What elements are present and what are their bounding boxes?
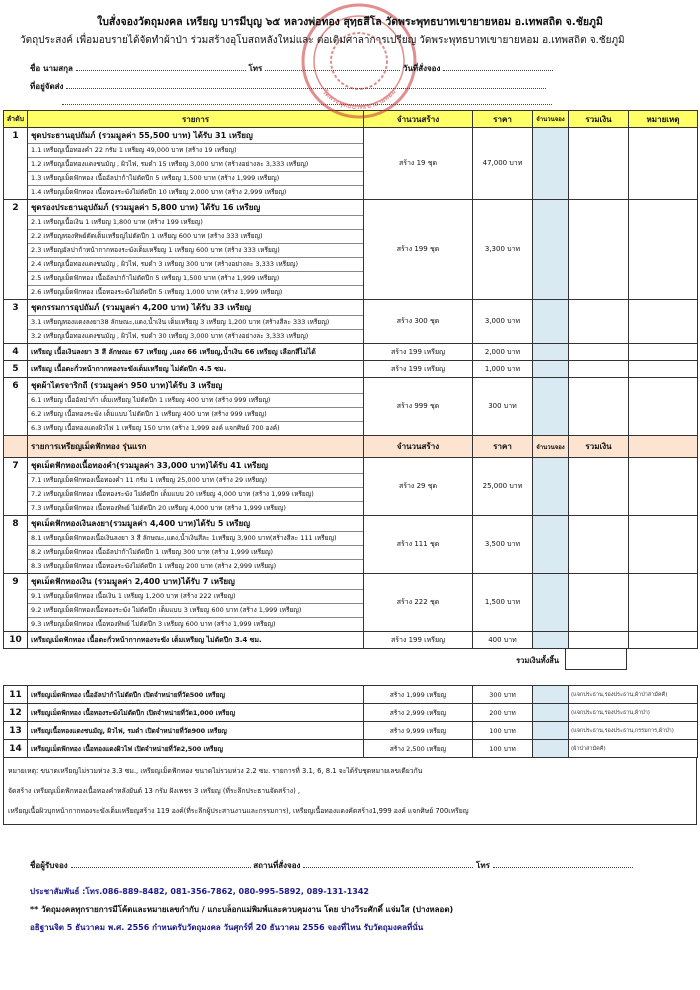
order-qty-field[interactable]	[533, 516, 569, 574]
row-total-field[interactable]	[569, 378, 629, 436]
sub-item: 2.3 เหรียญอัลปาก้าหน้ากากทองระฆังเต็มเหรียญ 1 เหรียญ 600 บาท (สร้าง 333 เหรียญ)	[28, 243, 363, 257]
extra-row	[4, 686, 698, 704]
sub-item: 6.3 เหรียญ เนื้อทองแดงผิวไฟ 1 เหรียญ 150 บาท (สร้าง 1,999 องค์ แจกศิษย์ 700 องค์)	[28, 421, 363, 435]
order-qty-field[interactable]	[533, 740, 569, 758]
item-note: (แจกประธาน,รองประธาน,ผ้าป่า)	[569, 704, 698, 722]
header-order: จำนวนจอง	[533, 111, 569, 128]
sub-item: 6.1 เหรียญ เนื้ออัลปาก้า เต็มเหรียญ ไม่ตัดปีก 1 เหรียญ 400 บาท (สร้าง 999 เหรียญ)	[28, 393, 363, 407]
table-row	[4, 516, 698, 574]
row-total-field[interactable]	[569, 200, 629, 300]
order-date-field[interactable]	[443, 63, 553, 71]
item-price: 47,000 บาท	[473, 128, 533, 200]
header-item: รายการ	[28, 111, 364, 128]
group-title: ชุดประธานอุปถัมภ์ (รวมมูลค่า 55,500 บาท) ได้รับ 31 เหรียญ	[31, 131, 253, 140]
row-total-field[interactable]	[569, 344, 629, 361]
phone-label: โทร	[248, 64, 263, 73]
document-header	[0, 0, 700, 110]
header-price: ราคา	[473, 111, 533, 128]
place-label: สถานที่สั่งจอง	[253, 861, 301, 870]
item-price: 3,000 บาท	[473, 300, 533, 344]
row-note-field[interactable]	[629, 574, 698, 632]
item-desc: เหรียญ เนื้อตะกั่วหน้ากากทองระฆังเต็มเหรียญ ไม่ตัดปีก 4.5 ซม.	[31, 365, 227, 373]
sub-item: 2.5 เหรียญเม็ดฟักทอง เนื้ออัลปาก้าไม่ตัดปีก 5 เหรียญ 1,500 บาท (สร้าง 1,999 เหรียญ)	[28, 271, 363, 285]
header-no: ลำดับ	[4, 111, 28, 128]
document-title: ใบสั่งจองวัตถุมงคล เหรียญ บารมีบุญ ๖๕ หลวงพ่อทอง สุทฺธสีโล วัดพระพุทธบาทเขายายหอม อ.เทพสถิต จ.ชัยภูมิ	[97, 16, 603, 28]
item-no: 4	[4, 344, 28, 361]
order-table	[3, 110, 698, 649]
table-row	[4, 200, 698, 300]
table-row	[4, 128, 698, 200]
item-price: 400 บาท	[473, 632, 533, 649]
sub-item: 1.1 เหรียญเนื้อทองคำ 22 กรัม 1 เหรียญ 49,000 บาท (สร้าง 19 เหรียญ)	[28, 143, 363, 157]
section-header-qty: จำนวนสร้าง	[364, 436, 473, 458]
item-no: 6	[4, 378, 28, 436]
item-qty: สร้าง 300 ชุด	[364, 300, 473, 344]
extra-row	[4, 722, 698, 740]
ceremony-date: อธิฐานจิต 5 ธันวาคม พ.ศ. 2556 กำหนดรับวัตถุมงคล วันศุกร์ที่ 20 ธันวาคม 2556 จองที่ไหน รับวัตถุมงคลที่นั่น	[30, 923, 424, 932]
sub-item: 2.2 เหรียญทองทิพย์ตัดเต็มเหรียญไม่ตัดปีก 1 เหรียญ 600 บาท (สร้าง 333 เหรียญ)	[28, 229, 363, 243]
table-row	[4, 632, 698, 649]
remark-line: เหรียญเนื้อผิวบุกหน้ากากทองระฆังเต็มเหรียญสร้าง 119 องค์(ที่ระลึกผู้ประสานงานและกรรมการ), เหรียญเนื้อทองแดงคัดสร้าง1,999 องค์ แจกศิษย์ 700เหรียญ	[8, 807, 469, 815]
item-note: (ผ้าป่าสามัคคี)	[569, 740, 698, 758]
item-note: (แจกประธาน,รองประธาน,กรรมการ,ผ้าป่า)	[569, 722, 698, 740]
table-row	[4, 574, 698, 632]
item-desc: เหรียญเม็ดฟักทอง เนื้อทองแดงผิวไฟ เปิดจำหน่ายที่วัด2,500 เหรียญ	[28, 740, 364, 758]
sub-item: 3.2 เหรียญเนื้อทองแดงชนมัญ , ผิวไฟ, รมดำ 30 เหรียญ 3,000 บาท (สร้างอย่างละ 3,333 เหรียญ)	[28, 329, 363, 343]
item-desc: เหรียญ เนื้อเงินลงยา 3 สี ลักษณะ 67 เหรียญ ,แดง 66 เหรียญ,น้ำเงิน 66 เหรียญ เลือกสีไม่ได้	[31, 348, 316, 356]
name-label: ชื่อ นามสกุล	[30, 64, 73, 73]
row-total-field[interactable]	[569, 632, 629, 649]
item-description-cell	[28, 574, 364, 632]
item-price: 25,000 บาท	[473, 458, 533, 516]
remark-line: จัดสร้าง เหรียญเม็ดฟักทองเนื้อทองคำหลังยันต์ 13 กรัม ฝังเพชร 3 เหรียญ (ที่ระลึกประธานจัดสร้าง) ,	[8, 787, 301, 795]
order-qty-field[interactable]	[533, 128, 569, 200]
row-total-field[interactable]	[569, 361, 629, 378]
row-total-field[interactable]	[569, 128, 629, 200]
item-price: 300 บาท	[473, 378, 533, 436]
item-qty: สร้าง 111 ชุด	[364, 516, 473, 574]
item-no: 3	[4, 300, 28, 344]
item-qty: สร้าง 222 ชุด	[364, 574, 473, 632]
table-row	[4, 458, 698, 516]
row-note-field[interactable]	[629, 344, 698, 361]
item-price: 3,500 บาท	[473, 516, 533, 574]
form-row-address-2	[62, 97, 552, 107]
section-title: รายการเหรียญเม็ดฟักทอง รุ่นแรก	[28, 436, 364, 458]
sub-item: 1.3 เหรียญเม็ดฟักทอง เนื้ออัลปาก้าไม่ตัดปีก 5 เหรียญ 1,500 บาท (สร้าง 1,999 เหรียญ)	[28, 171, 363, 185]
row-note-field[interactable]	[629, 458, 698, 516]
form-row-address	[30, 80, 546, 93]
contact-phones: ประชาสัมพันธ์ :โทร.086-889-8482, 081-356-7862, 080-995-5892, 089-131-1342	[30, 887, 369, 896]
group-title: ชุดเม็ดฟักทองเงินลงยา(รวมมูลค่า 4,400 บาท)ได้รับ 5 เหรียญ	[31, 519, 251, 528]
item-price: 1,000 บาท	[473, 361, 533, 378]
item-description-cell	[28, 378, 364, 436]
sub-item: 6.2 เหรียญ เนื้อทองระฆัง เต็มแบบ ไม่ตัดปีก 1 เหรียญ 400 บาท (สร้าง 999 เหรียญ)	[28, 407, 363, 421]
item-qty: สร้าง 199 เหรียญ	[364, 344, 473, 361]
sub-item: 2.4 เหรียญเนื้อทองแดงชนมัญ , ผิวไฟ, รมดำ 3 เหรียญ 300 บาท (สร้างอย่างละ 3,333 เหรียญ)	[28, 257, 363, 271]
item-description-cell	[28, 516, 364, 574]
document-footer	[0, 859, 700, 933]
item-no: 2	[4, 200, 28, 300]
sub-item: 9.3 เหรียญเม็ดฟักทอง เนื้อทองทิพย์ ไม่ตัดปีก 3 เหรียญ 600 บาท (สร้าง 1,999 เหรียญ)	[28, 617, 363, 631]
address-label: ที่อยู่จัดส่ง	[30, 82, 64, 91]
sub-item: 8.2 เหรียญเม็ดฟักทอง เนื้ออัลปาก้าไม่ตัดปีก 1 เหรียญ 300 บาท (สร้าง 1,999 เหรียญ)	[28, 545, 363, 559]
group-title: ชุดรองประธานอุปถัมภ์ (รวมมูลค่า 5,800 บาท) ได้รับ 16 เหรียญ	[31, 203, 261, 212]
item-description-cell	[28, 458, 364, 516]
sub-item: 8.3 เหรียญเม็ดฟักทอง เนื้อทองระฆังไม่ตัดปีก 1 เหรียญ 200 บาท (สร้าง 2,999 เหรียญ)	[28, 559, 363, 573]
extra-row	[4, 704, 698, 722]
order-qty-field[interactable]	[533, 574, 569, 632]
item-no: 12	[4, 704, 28, 722]
order-qty-field[interactable]	[533, 458, 569, 516]
sub-item: 1.4 เหรียญเม็ดฟักทอง เนื้อทองระฆังไม่ตัดปีก 10 เหรียญ 2,000 บาท (สร้าง 2,999 เหรียญ)	[28, 185, 363, 199]
item-qty: สร้าง 1,999 เหรียญ	[364, 686, 473, 704]
row-total-field[interactable]	[569, 516, 629, 574]
footer-phone-label: โทร	[476, 861, 490, 870]
item-price: 3,300 บาท	[473, 200, 533, 300]
address-field[interactable]	[66, 81, 546, 89]
item-no: 9	[4, 574, 28, 632]
item-desc: เหรียญเม็ดฟักทอง เนื้อทองระฆังไม่ตัดปีก เปิดจำหน่ายที่วัด1,000 เหรียญ	[28, 704, 364, 722]
table-row	[4, 344, 698, 361]
row-total-field[interactable]	[569, 300, 629, 344]
row-note-field[interactable]	[629, 378, 698, 436]
row-note-field[interactable]	[629, 300, 698, 344]
item-qty: สร้าง 19 ชุด	[364, 128, 473, 200]
order-qty-field[interactable]	[533, 200, 569, 300]
table-header-row	[4, 111, 698, 128]
header-note: หมายเหตุ	[629, 111, 698, 128]
header-total: รวมเงิน	[569, 111, 629, 128]
item-price: 1,500 บาท	[473, 574, 533, 632]
item-no: 1	[4, 128, 28, 200]
item-qty: สร้าง 9,999 เหรียญ	[364, 722, 473, 740]
item-qty: สร้าง 199 เหรียญ	[364, 361, 473, 378]
order-date-label: วันที่สั่งจอง	[402, 64, 441, 73]
row-note-field[interactable]	[629, 200, 698, 300]
row-note-field[interactable]	[629, 361, 698, 378]
grand-total-field[interactable]	[565, 649, 627, 670]
section-header-order: จำนวนจอง	[533, 436, 569, 458]
item-qty: สร้าง 2,999 เหรียญ	[364, 704, 473, 722]
grand-total-row	[3, 649, 697, 671]
sub-item: 8.1 เหรียญเม็ดฟักทองเนื้อเงินลงยา 3 สี ลักษณะ,แดง,น้ำเงินสีละ 1เหรียญ 3,900 บาท(สร้างสีละ 111 เหรียญ)	[28, 531, 363, 545]
item-description-cell	[28, 200, 364, 300]
row-note-field[interactable]	[629, 632, 698, 649]
name-field[interactable]	[76, 63, 246, 71]
order-qty-field[interactable]	[533, 378, 569, 436]
item-price: 2,000 บาท	[473, 344, 533, 361]
row-total-field[interactable]	[569, 458, 629, 516]
sub-item: 9.2 เหรียญเม็ดฟักทองเนื้อทองระฆัง ไม่ตัดปีก เต็มแบบ 3 เหรียญ 600 บาท (สร้าง 1,999 เหรียญ)	[28, 603, 363, 617]
document-subtitle: วัตถุประสงค์ เพื่อมอบรายได้จัดทำผ้าป่า ร่วมสร้างอุโบสถหลังใหม่และ ต่อเติมศาลาการเปรียญ วัดพระพุทธบาทเขายายหอม อ.เทพสถิต จ.ชัยภูมิ	[20, 35, 625, 46]
sub-item: 9.1 เหรียญเม็ดฟักทอง เนื้อเงิน 1 เหรียญ 1,200 บาท (สร้าง 222 เหรียญ)	[28, 589, 363, 603]
sub-item: 2.1 เหรียญเนื้อเงิน 1 เหรียญ 1,800 บาท (สร้าง 199 เหรียญ)	[28, 215, 363, 229]
remarks-box	[3, 758, 697, 825]
extra-items-wrap	[3, 685, 697, 825]
section-no-cell	[4, 436, 28, 458]
group-title: ชุดเม็ดฟักทองเงิน (รวมมูลค่า 2,400 บาท)ได้รับ 7 เหรียญ	[31, 577, 235, 586]
item-no: 5	[4, 361, 28, 378]
footer-phone-field[interactable]	[493, 860, 633, 868]
order-qty-field[interactable]	[533, 722, 569, 740]
section-header-total: รวมเงิน	[569, 436, 629, 458]
receiver-row	[30, 859, 700, 877]
section-header-price: ราคา	[473, 436, 533, 458]
item-price: 300 บาท	[473, 686, 533, 704]
row-note-field[interactable]	[629, 128, 698, 200]
sub-item: 7.3 เหรียญเม็ดฟักทอง เนื้อทองทิพย์ ไม่ตัดปีก 20 เหรียญ 4,000 บาท (สร้าง 1,999 เหรียญ)	[28, 501, 363, 515]
row-note-field[interactable]	[629, 516, 698, 574]
code-note: ** วัตถุมงคลทุกรายการมีโค้ดและหมายเลขกำกับ / แกะบล็อกแม่พิมพ์และควบคุมงาน โดย ปางวีระศักดิ์ แจ่มใส (ปางหลอด)	[30, 905, 454, 914]
order-qty-field[interactable]	[533, 361, 569, 378]
extra-row	[4, 740, 698, 758]
item-description-cell	[28, 300, 364, 344]
sub-item: 3.1 เหรียญทองแดงลงยา38 ลักษณะ,แดง,น้ำเงิน เต็มเหรียญ 3 เหรียญ 1,200 บาท (สร้างสีละ 333 เหรียญ)	[28, 315, 363, 329]
sub-item: 7.2 เหรียญเม็ดฟักทอง เนื้อทองระฆัง ไม่ตัดปีก เต็มแบบ 20 เหรียญ 4,000 บาท (สร้าง 1,999 เหรียญ)	[28, 487, 363, 501]
item-desc: เหรียญเม็ดฟักทอง เนื้อตะกั่วหน้ากากทองระฆัง เต็มเหรียญ ไม่ตัดปีก 3.4 ซม.	[31, 636, 262, 644]
item-price: 200 บาท	[473, 704, 533, 722]
extra-items-table	[3, 685, 698, 758]
item-description-cell	[28, 344, 364, 361]
item-no: 13	[4, 722, 28, 740]
table-row	[4, 300, 698, 344]
place-field[interactable]	[303, 860, 473, 868]
phone-field[interactable]	[265, 63, 400, 71]
order-qty-field[interactable]	[533, 300, 569, 344]
item-qty: สร้าง 2,500 เหรียญ	[364, 740, 473, 758]
item-no: 7	[4, 458, 28, 516]
grand-total-label: รวมเงินทั้งสิ้น	[516, 656, 559, 665]
section-note-cell	[629, 436, 698, 458]
table-row	[4, 378, 698, 436]
item-price: 100 บาท	[473, 722, 533, 740]
item-note: (แจกประธาน,รองประธาน,ผ้าป่าสามัคคี)	[569, 686, 698, 704]
form-row-name	[30, 62, 553, 75]
row-total-field[interactable]	[569, 574, 629, 632]
receiver-field[interactable]	[71, 860, 251, 868]
section-header-row	[4, 436, 698, 458]
item-description-cell	[28, 128, 364, 200]
item-qty: สร้าง 999 ชุด	[364, 378, 473, 436]
sub-item: 2.6 เหรียญเม็ดฟักทอง เนื้อทองระฆังไม่ตัดปีก 5 เหรียญ 1,000 บาท (สร้าง 1,999 เหรียญ)	[28, 285, 363, 299]
item-qty: สร้าง 199 เหรียญ	[364, 632, 473, 649]
item-no: 8	[4, 516, 28, 574]
stamp-text-path: วัดพระพุทธบาทเขายายหอม	[320, 87, 398, 112]
order-qty-field[interactable]	[533, 686, 569, 704]
order-qty-field[interactable]	[533, 344, 569, 361]
address-field-line2[interactable]	[62, 97, 552, 105]
item-price: 100 บาท	[473, 740, 533, 758]
group-title: ชุดผ้าไตรจาริกถี (รวมมูลค่า 950 บาท)ได้รับ 3 เหรียญ	[31, 381, 223, 390]
sub-item: 7.1 เหรียญเม็ดฟักทองเนื้อทองคำ 11 กรัม 1 เหรียญ 25,000 บาท (สร้าง 29 เหรียญ)	[28, 473, 363, 487]
order-qty-field[interactable]	[533, 632, 569, 649]
item-qty: สร้าง 199 ชุด	[364, 200, 473, 300]
item-no: 10	[4, 632, 28, 649]
order-table-wrap	[0, 110, 700, 825]
group-title: ชุดเม็ดฟักทองเนื้อทองคำ(รวมมูลค่า 33,000 บาท)ได้รับ 41 เหรียญ	[31, 461, 268, 470]
remark-line: หมายเหตุ: ขนาดเหรียญไม่รวมห่วง 3.3 ซม., เหรียญเม็ดฟักทอง ขนาดไม่รวมห่วง 2.2 ซม. รายการที่ 3.1, 6, 8.1 จะได้รับชุดหมายเลขเดียวกัน	[8, 767, 423, 775]
item-qty: สร้าง 29 ชุด	[364, 458, 473, 516]
group-title: ชุดกรรมการอุปถัมภ์ (รวมมูลค่า 4,200 บาท) ได้รับ 33 เหรียญ	[31, 303, 252, 312]
table-row	[4, 361, 698, 378]
item-no: 11	[4, 686, 28, 704]
item-description-cell	[28, 632, 364, 649]
receiver-label: ชื่อผู้รับจอง	[30, 861, 68, 870]
header-qty: จำนวนสร้าง	[364, 111, 473, 128]
sub-item: 1.2 เหรียญเนื้อทองแดงชนมัญ , ผิวไฟ, รมดำ 15 เหรียญ 3,000 บาท (สร้างอย่างละ 3,333 เหรียญ)	[28, 157, 363, 171]
order-qty-field[interactable]	[533, 704, 569, 722]
item-no: 14	[4, 740, 28, 758]
item-description-cell	[28, 361, 364, 378]
item-desc: เหรียญเม็ดฟักทอง เนื้ออัลปาก้าไม่ตัดปีก เปิดจำหน่ายที่วัด500 เหรียญ	[28, 686, 364, 704]
item-desc: เหรียญเนื้อทองแดงชนมัญ, ผิวไฟ, รมดำ เปิดจำหน่ายที่วัด900 เหรียญ	[28, 722, 364, 740]
